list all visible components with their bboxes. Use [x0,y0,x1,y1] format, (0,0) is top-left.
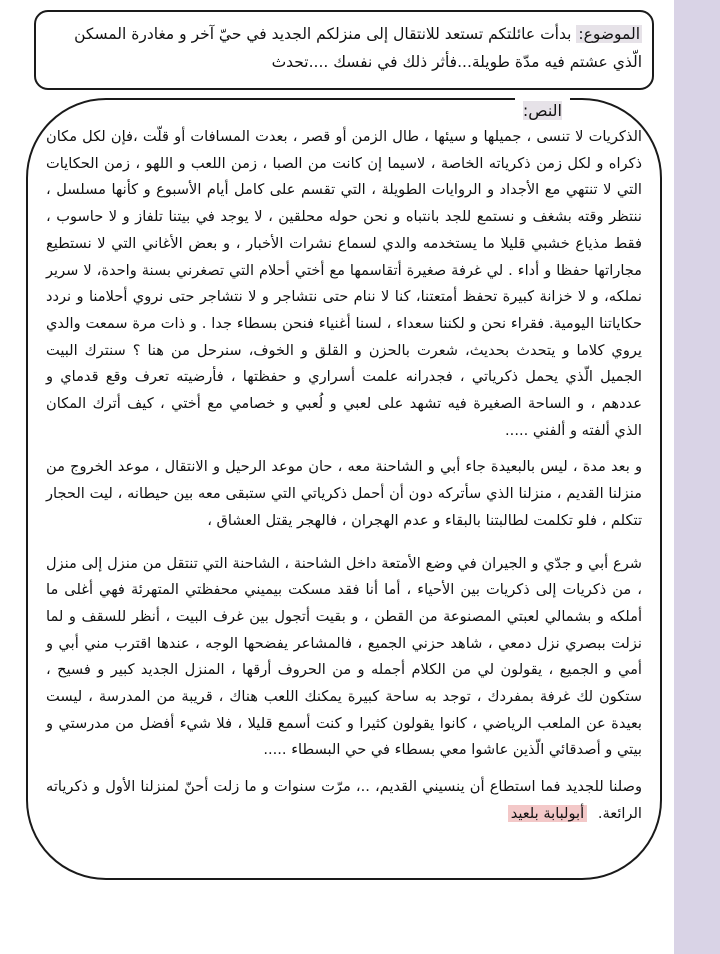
paragraph-2: و بعد مدة ، ليس بالبعيدة جاء أبي و الشاحنة معه ، حان موعد الرحيل و الانتقال ، موعد الخروج من منزلنا القديم ، منزلنا الذي سأتركه دون أن أحمل ذكرياتي التي ستبقى معه بين حيطانه ، ليت الحجار تتكلم ، فلو تكلمت لطالبتنا بالبقاء و عدم الهجران ، فالهجر يقتل العشاق ، [46,458,642,529]
paragraph-4 [46,774,642,827]
paragraph-3: شرع أبي و جدّي و الجيران في وضع الأمتعة داخل الشاحنة ، الشاحنة التي تنتقل من منزل إلى منزل ، من ذكريات إلى ذكريات بين الأحياء ، أما أنا فقد مسكت بيميني محفظتي المتهرئة فهي أغلى ما أملكه و بشمالي لعبتي المصنوعة من القطن ، و بقيت أتجول بين غرف البيت ، أنظر للسقف و لما نزلت ببصري نزل دمعي ، شاهد حزني الجميع ، فالمشاعر يفضحها الوجه ، عندها اقترب مني أبي و أمي و الجميع ، يقولون لي من الكلام أجمله و من الحروف أرقها ، المنزل الجديد كبير و فسيح ، ستكون لك غرفة بمفردك ، توجد به ساحة كبيرة يمكنك اللعب هناك ، قريبة من المدرسة ، ليست بعيدة عن الملعب الرياضي ، كانوا يقولون كثيرا و كنت أسمع قليلا ، فلا شيء أفضل من مدرستي و بيتي و أصدقائي الّذين عاشوا معي بسطاء في حي البسطاء ..... [46,554,642,759]
text-body [46,124,642,828]
topic-box [34,10,654,90]
topic-label: الموضوع: [578,25,640,43]
paragraph-1: الذكريات لا تنسى ، جميلها و سيئها ، طال الزمن أو قصر ، بعدت المسافات أو قلّت ،فإن لكل مكان ذكراه و لكل زمن ذكرياته الخاصة ، لاسيما إن كانت من الصبا ، زمن اللعب و اللهو ، زمن الحكايات التي لا تنتهي مع الأجداد و الروايات الطويلة ، التي تقسم على كامل أيام الأسبوع و كأنها مسلسل ، ننتظر وقته بشغف و نستمع للجد بانتباه و نحن حوله محلقين ، لا يوجد في بيتنا تلفاز و لا حاسوب ، فقط مذياع خشبي قليلا ما يستخدمه والدي لسماع نشرات الأخبار ، و بعض الأغاني التي لا نستطيع مجاراتها حفظا و أداء . لي غرفة صغيرة أتقاسمها مع أختي أحلام التي تصغرني بسنة واحدة، لا سرير نملكه، و لا خزانة كبيرة تحفظ أمتعتنا، كنا لا ننام حتى نتشاجر و لا نتشاجر حتى نروي أحلامنا و نردد حكاياتنا اليومية. فقراء نحن و لكننا سعداء ، لسنا أغنياء فنحن بسطاء جدا . و ذات مرة سمعت والدي يروي كلاما و يتحدث بحديث، شعرت بالحزن و القلق و الخوف، سنرحل من هنا ؟ سنترك البيت الجميل الّذي يحمل ذكرياتي ، فجدرانه علمت أسراري و حفظتها ، فأرضيته تعرف وقع قدماي و عددهم ، و الساحة الصغيرة فيه تشهد على لعبي و لُعبي و خصامي مع أختي ، كيف أترك المكان الذي ألفته و ألفني ..... [46,128,642,439]
topic-text: بدأت عائلتكم تستعد للانتقال إلى منزلكم الجديد في حيّ آخر و مغادرة المسكن الّذي عشتم فيه مدّة طويلة...فأثر ذلك في نفسك ....تحدث [74,25,642,71]
text-section-label: النص: [515,98,570,124]
author-signature: أبولبابة بلعيد [508,805,587,822]
paragraph-4-text: وصلنا للجديد فما استطاع أن ينسيني القديم، ..، مرّت سنوات و ما زلت أحنّ لمنزلنا الأول و ذكرياته الرائعة. [46,778,642,822]
